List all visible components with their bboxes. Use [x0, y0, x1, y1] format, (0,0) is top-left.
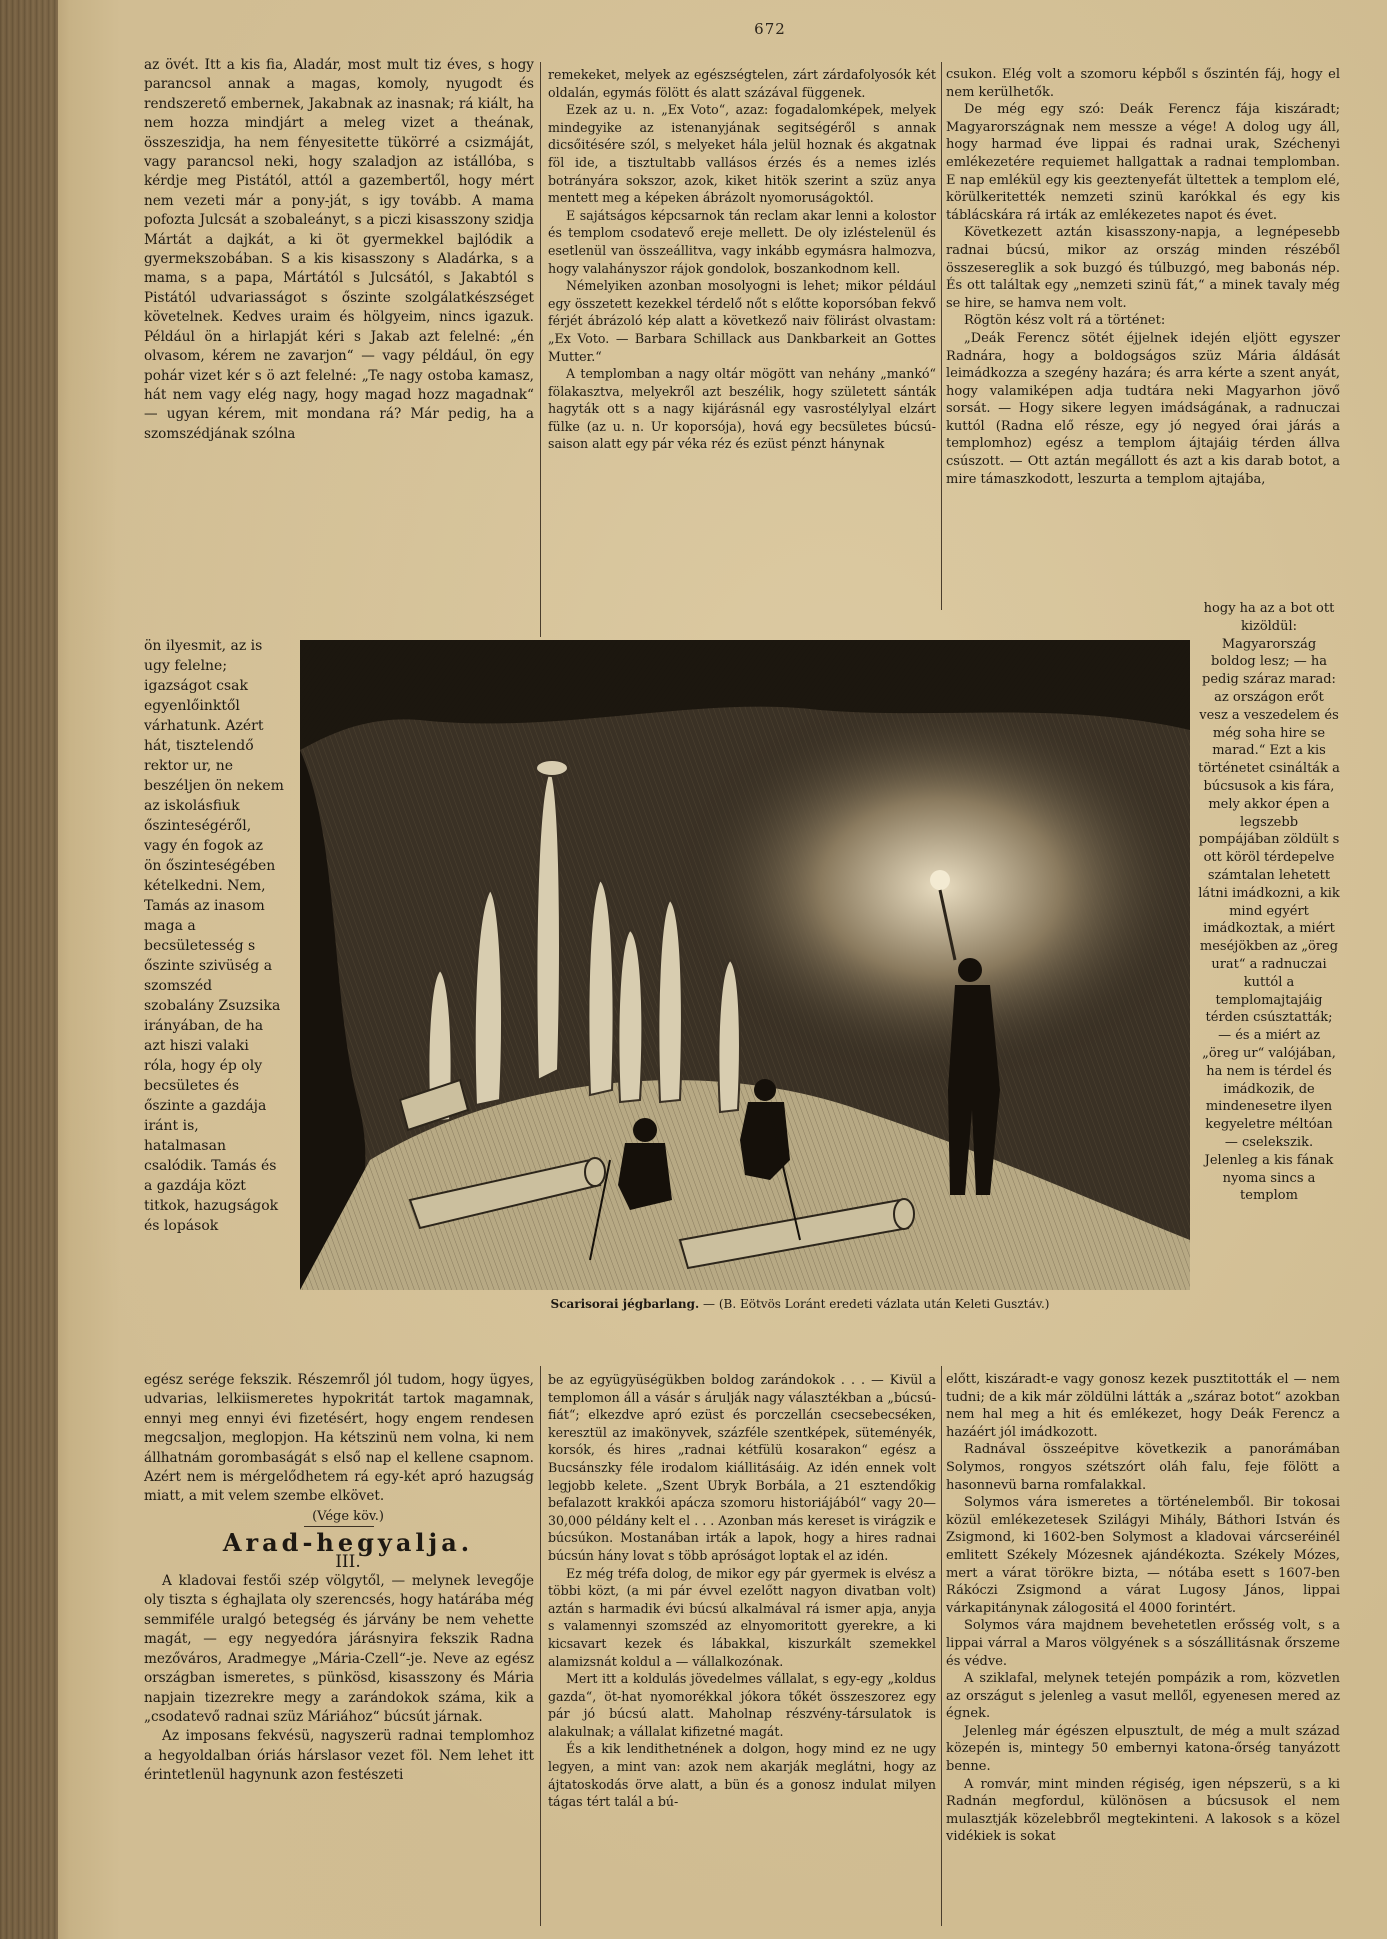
col3-bottom-paragraph-4: Solymos vára majdnem bevehetetlen erősség volt, s a lippai várral a Maros völgyének s a sószállitásnak őrszeme és védve.	[946, 1618, 1340, 1669]
col2-paragraph-3: E sajátságos képcsarnok tán reclam akar lenni a kolostor és templom csodatevő ereje mellett. De oly izléstelenül és esetlenül van összeállitva, vagy inkább egymásra halmozva, hogy valahányszor rájok gondolok, boszankodnom kell.	[548, 207, 936, 276]
col3-bottom-paragraph-1: előtt, kiszáradt-e vagy gonosz kezek pusztitották el — nem tudni; de a kik már zöldülni látták a „száraz botot“ azokban nem hal meg a hit és emlékezet, hogy Deák Ferencz a hazáért jól imádkozott.	[946, 1372, 1340, 1440]
caption-credit: — (B. Eötvös Loránt eredeti vázlata után Keleti Gusztáv.)	[703, 1297, 1050, 1311]
col2-paragraph-5: A templomban a nagy oltár mögött van nehány „mankó“ fölakasztva, melyekről azt beszélik, hogy született sánták hagyták ott s a nagy kijárásnál egy vasrostélylyal elzárt fülke (az u. n. Ur koporsója), hová egy becsületes búcsú-saison alatt egy pár véka réz és ezüst pénzt hánynak	[548, 366, 936, 452]
col1-bottom-text: egész serége fekszik. Részemről jól tudom, hogy ügyes, udvarias, lelkiismeretes hypokritát tartok magamnak, ennyi meg ennyi évi fizetésért, hogy engem rendesen megcsaljon, meglopjon. Ha kétszinü nem volna, ki nem állhatnám gorombaságát s első nap el kellene csapnom. Azért nem is mérgelődhetem rá egy-két apró hazugság miatt, a mit velem szembe elkövet.	[144, 1372, 534, 1505]
col3-paragraph-4: Rögtön kész volt rá a történet:	[964, 313, 1166, 329]
engraving-caption	[420, 1297, 1180, 1311]
col3-bottom-paragraph-5: A sziklafal, melynek tetején pompázik a rom, közvetlen az országut s jelenleg a vasut mellől, egyenesen mered az égnek.	[946, 1671, 1340, 1722]
col3-paragraph-3: Következett aztán kisasszony-napja, a legnépesebb radnai búcsú, mikor az ország minden részéből összesereglik a sok buzgó és túlbuzgó, meg babonás nép. És ott találtak egy „nemzeti szinü fát,“ a minek tavaly még se hire, se hamva nem volt.	[946, 225, 1340, 311]
col1-paragraph-1: az övét. Itt a kis fia, Aladár, most mult tiz éves, s hogy parancsol annak a magas, komoly, nyugodt és rendszerető embernek, Jakabnak az inasnak; rá kiált, ha nem hozza mindjárt a meleg vizet a theának, összeszidja, ha nem fényesitette tükörré a csizmáját, vagy parancsol neki, hogy szaladjon az istállóba, s kérdje meg Pistától, attól a gazembertől, hogy mért nem vezeti már a pony-ját, s igy tovább. A mama pofozta Julcsát a szobaleányt, s a piczi kisasszony szidja Mártát a dajkát, a ki öt gyermekkel bajlódik a gyermekszobában. S a kis kisasszony s Aladárka, s a mama, s a papa, Mártától s Julcsától, s Jakabtól s Pistától udvariasságot s őszinte szolgálatkészséget követelnek. Kedves uraim és hölgyeim, nincs igazuk. Például ön a hirlapját kéri s Jakab azt felelné: „én olvasom, kérem ne zavarjon“ — vagy például, ön egy pohár vizet kér s ö azt felelné: „Te nagy ostoba kamasz, hát nem vagy elég nagy, hogy magad hozz magadnak“ — ugyan kérem, mit mondana rá? Már pedig, ha a szomszédjának szólna	[144, 57, 534, 442]
col2-bottom-paragraph-4: És a kik lendithetnének a dolgon, hogy mind ez ne ugy legyen, a mint van: azok nem akarják meglátni, hogy az ájtatoskodás örve alatt, a bün és a gonosz indulat milyen tágas tért talál a bú-	[548, 1741, 936, 1810]
book-binding-edge	[0, 0, 58, 1939]
column-divider-4	[941, 1366, 942, 1926]
column-1-bottom	[144, 1371, 534, 1786]
col2-paragraph-2: Ezek az u. n. „Ex Voto“, azaz: fogadalomképek, melyek mindegyike az istenanyjának segitségéről s annak dicsőitésére szól, s melyeket hála jelül hoznak és akgatnak föl ide, a tisztultabb vallásos érzés és a nemes izlés botrányára sokszor, azok, kiket hitök szerint a szüz anya mentett meg a képeken ábrázolt nyomoruságoktól.	[548, 102, 936, 206]
section-title: Arad-hegyalja.	[222, 1528, 474, 1558]
column-divider-2	[941, 62, 942, 610]
col3-paragraph-1: csukon. Elég volt a szomoru képből s őszintén fáj, hogy el nem kerülhetők.	[946, 67, 1340, 100]
section-rule	[304, 1526, 374, 1527]
column-3-bottom	[946, 1371, 1340, 1846]
section-paragraph-2: Az imposans fekvésü, nagyszerü radnai templomhoz a hegyoldalban óriás hárslasor vezet föl. Nem lehet itt érintetlenül hagynunk azon festészeti	[144, 1728, 534, 1784]
col2-paragraph-1: remekeket, melyek az egészségtelen, zárt zárdafolyosók két oldalán, egymás fölött és alatt százával függenek.	[548, 67, 936, 100]
column-divider-1	[540, 62, 541, 637]
col2-paragraph-4: Némelyiken azonban mosolyogni is lehet; mikor például egy összetett kezekkel térdelő nőt s előtte koporsóban fekvő férjét ábrázoló kép alatt a következő naiv fölirást olvastam: „Ex Voto. — Barbara Schillack aus Dankbarkeit an Gottes Mutter.“	[548, 278, 936, 364]
col2-bottom-paragraph-1: be az együgyüségükben boldog zarándokok . . . — Kivül a templomon áll a vásár s árulják nagy választékban a „búcsú-fiát“; elkezdve apró ezüst és porczellán csecsebecséken, keresztül az imakönyvek, százféle szentképek, süteményék, korsók, és hires „radnai kétfülü kosarakon“ egész a Bucsánszky féle irodalom kiállitásáig. Az idén ennek volt legjobb kelete. „Szent Ubryk Borbála, a 21 esztendőkig befalazott krakkói apácza szomoru historiájából“ vagy 20—30,000 példány kelt el . . . Azonban más kereset is virágzik e búcsúkon. Mostanában irták a lapok, hogy a hires radnai búcsún hány lovat s több apróságot loptak el az idén.	[548, 1372, 936, 1563]
col3-bottom-paragraph-6: Jelenleg már égészen elpusztult, de még a mult század közepén is, mintegy 50 embernyi katona-őrség tanyázott benne.	[946, 1723, 1340, 1775]
page-number: 672	[754, 20, 786, 38]
col3-bottom-paragraph-2: Radnával összeépitve következik a panorámában Solymos, rongyos szétszórt oláh falu, feje fölött a hasonnevü barna romfalakkal.	[946, 1442, 1340, 1493]
col3-narrow-text: hogy ha az a bot ott kizöldül: Magyarország boldog lesz; — ha pedig száraz marad: az országon erőt vesz a veszedelem és még soha hire se marad.“ Ezt a kis történetet csinálták a búcsusok a kis fára, mely akkor épen a legszebb pompájában zöldült s ott köröl térdepelve számtalan lehetett látni imádkozni, a kik mind egyért imádkoztak, a miért meséjökben az „öreg urat“ a radnuczai kuttól a templomajtajáig térden csúsztatták; — és a miért az „öreg ur“ valójában, ha nem is térdel és imádkozik, de mindenesetre ilyen kegyeletre méltóan — cselekszik. Jelenleg a kis fának nyoma sincs a templom	[1198, 601, 1340, 1204]
section-paragraph-1: A kladovai festői szép völgytől, — melynek levegője oly tiszta s éghajlata oly szerencsés, hogy határába még semmiféle uralgó betegség és járvány be nem vehette magát, — egy negyedóra járásnyira fekszik Radna mezőváros, Aradmegye „Mária-Czell“-je. Neve az egész országban ismeretes, s pünkösd, kisasszony és Mária napjain tizezrekre megy a zarándokok száma, kik a „csodatevő radnai szüz Máriához“ búcsút járnak.	[144, 1573, 534, 1725]
col3-bottom-paragraph-7: A romvár, mint minden régiség, igen népszerü, s a ki Radnán megfordul, különösen a búcsusok el nem mulasztják közelebbről megtekinteni. A lakosok s a közel vidékiek is sokat	[946, 1776, 1340, 1845]
section-number: III.	[335, 1551, 361, 1572]
column-1-top	[144, 56, 534, 444]
column-2-top	[548, 66, 936, 453]
column-3-top	[946, 66, 1340, 488]
continued-note: (Vége köv.)	[312, 1508, 384, 1524]
col3-paragraph-2: De még egy szó: Deák Ferencz fája kiszáradt; Magyarországnak nem messze a vége! A dolog ugy áll, hogy harmad éve lippai és radnai urak, Széchenyi emlékezetére requiemet hallgattak a radnai templomban. E nap emlékül egy kis geeztenyefát ültettek a templom elé, körülkeritették nemzeti szinü karókkal és egy kis táblácskára rá irták az emlékezetes napot és évet.	[946, 102, 1340, 223]
col2-bottom-paragraph-2: Ez még tréfa dolog, de mikor egy pár gyermek is elvész a többi közt, (a mi pár évvel ezelőtt nagyon divatban volt) aztán s harmadik évi búcsú alkalmával rá ismer apja, anyja s valamennyi szomszéd az elnyomoritott gyerekre, a ki kicsavart kezek és lábakkal, kiszurkált szemekkel alamizsnát koldul a — vállalkozónak.	[548, 1565, 936, 1669]
column-2-bottom	[548, 1371, 936, 1811]
cave-engraving-illustration	[300, 640, 1190, 1290]
col1-narrow-text: ön ilyesmit, az is ugy felelne; igazságot csak egyenlőinktől várhatunk. Azért hát, tisztelendő rektor ur, ne beszéljen ön nekem az iskolásfiuk őszinteségéről, vagy én fogok az ön őszinteségében kételkedni. Nem, Tamás az inasom maga a becsületesség s őszinte szivüség a szomszéd szobalány Zsuzsika irányában, de ha azt hiszi valaki róla, hogy ép oly becsületes és őszinte a gazdája iránt is, hatalmasan csalódik. Tamás és a gazdája közt titkok, hazugságok és lopások	[144, 638, 284, 1234]
col3-paragraph-5: „Deák Ferencz sötét éjjelnek idején eljött egyszer Radnára, hogy a boldogságos szüz Mária áldását leimádkozza a szegény hazára; és arra kérte a szent anyát, hogy valamiképen adja tudtára neki Magyarhon jövő sorsát. — Hogy sikere legyen imádságának, a radnuczai kuttól (Radna elő része, egy jó negyed órai járás a templomhoz) egész a templom ájtajáig térden állva csúszott. — Ott aztán megállott és azt a kis darab botot, a mire támaszkodott, leszurta a templom ajtajába,	[946, 330, 1340, 487]
column-divider-3	[540, 1366, 541, 1926]
col2-bottom-paragraph-3: Mert itt a koldulás jövedelmes vállalat, s egy-egy „koldus gazda“, öt-hat nyomorékkal jókora tőkét összeszorez egy pár jó búcsú alatt. Maholnap részvény-társulatok is alakulnak; a vállalat kifizetné magát.	[548, 1671, 936, 1739]
col3-bottom-paragraph-3: Solymos vára ismeretes a történelemből. Bir tokosai közül emlékezetesek Szilágyi Mihály, Báthori István és Zsigmond, ki 1602-ben Solymost a kladovai várcseréinél emlitett Székely Mózesnek ajándékozta. Székely Mózes, mert a várat törökre bizta, — nótába esett s 1607-ben Rákóczi Zsigmond a várat Lugosy János, lippai várkapitánynak zálogositá el 4000 forintért.	[946, 1495, 1340, 1616]
column-3-narrow	[1198, 600, 1340, 1205]
ice-cave-engraving-svg	[300, 640, 1190, 1290]
column-1-narrow	[144, 636, 284, 1236]
caption-title: Scarisorai jégbarlang.	[550, 1297, 700, 1311]
